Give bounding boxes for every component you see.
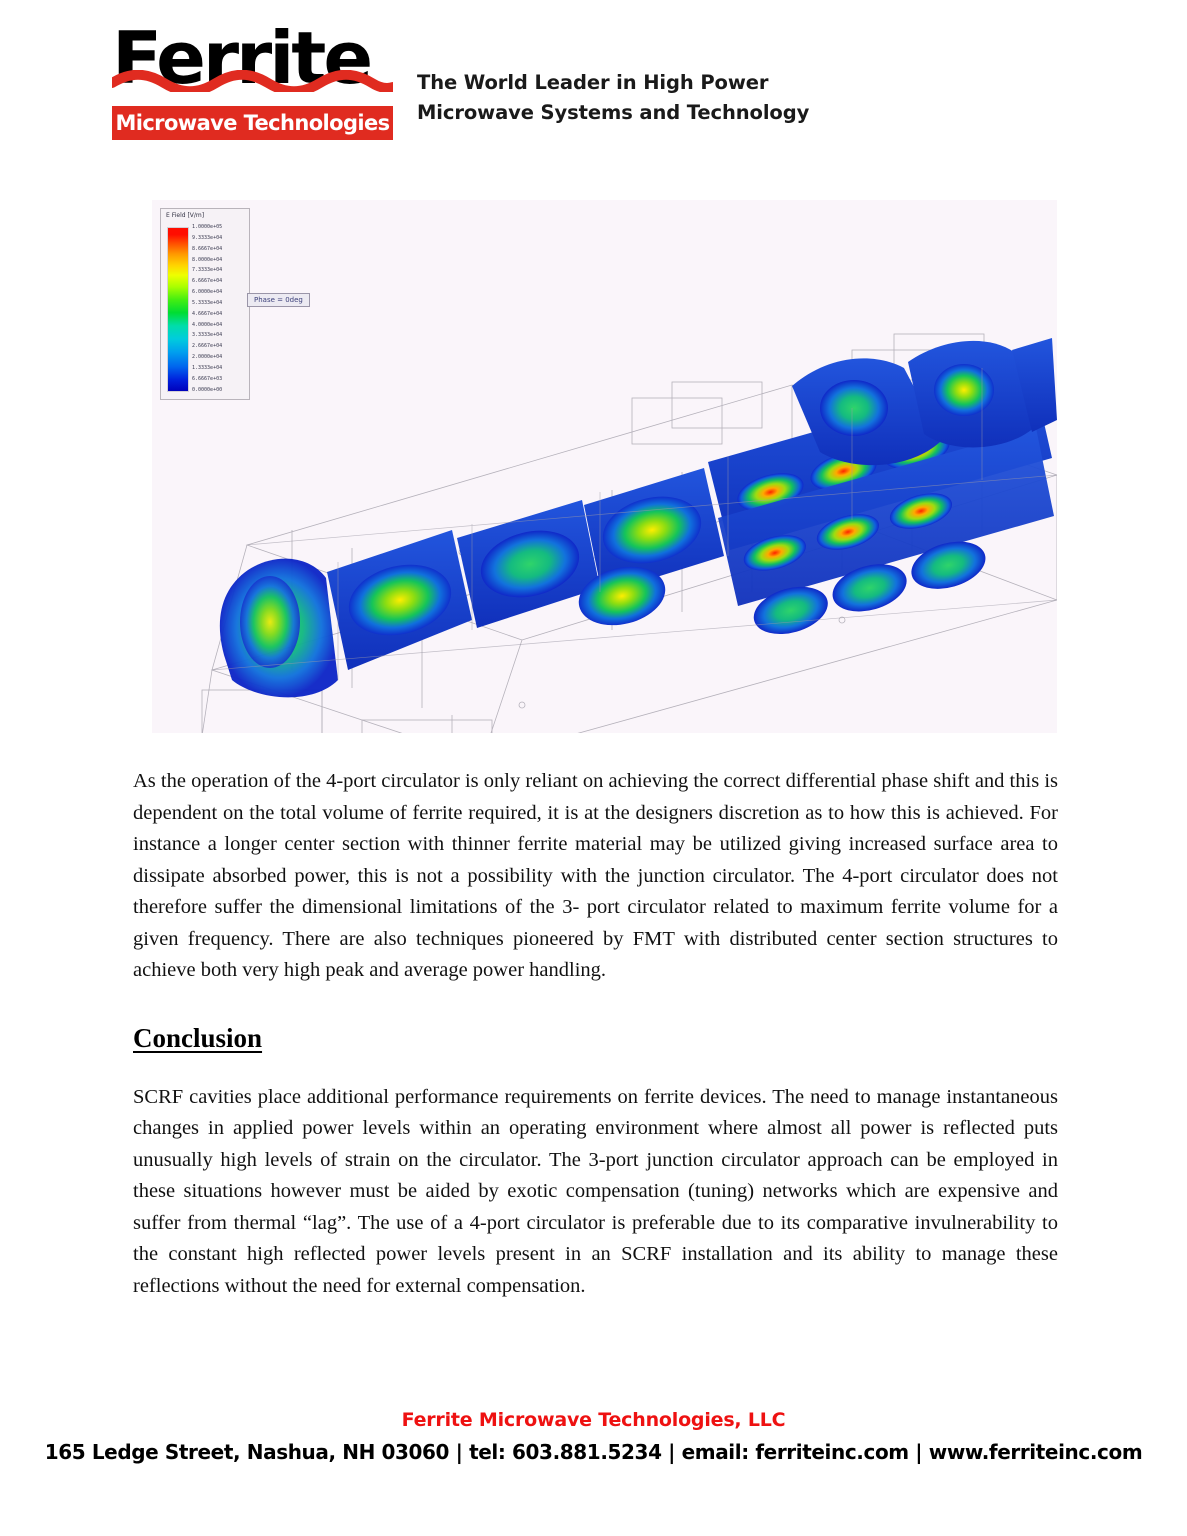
efield-simulation-figure <box>152 200 1057 733</box>
logo-subbrand-bar <box>112 106 393 140</box>
company-logo <box>112 14 393 140</box>
legend-tick: 1.3333e+04 <box>192 364 223 371</box>
legend-tick: 5.3333e+04 <box>192 299 223 306</box>
legend-tick: 3.3333e+04 <box>192 332 223 339</box>
legend-tick: 2.0000e+04 <box>192 354 223 361</box>
legend-tick: 4.0000e+04 <box>192 321 223 328</box>
page-footer <box>0 1405 1187 1469</box>
legend-tick: 7.3333e+04 <box>192 267 223 274</box>
paragraph-conclusion: SCRF cavities place additional performance requirements on ferrite devices. The need to manage instantaneous changes in applied power levels within an operating environment where almost all power is reflected puts unusually high levels of strain on the circulator. The 3-port junction circulator approach can be employed in these situations however must be aided by exotic compensation (tuning) networks which are expensive and suffer from thermal “lag”. The use of a 4-port circulator is preferable due to its comparative invulnerability to the constant high reflected power levels present in an SCRF installation and its ability to manage these reflections without the need for external compensation. <box>133 1085 1058 1297</box>
document-body <box>133 766 1058 1302</box>
logo-wordmark: Ferrite <box>112 16 371 100</box>
footer-contact-line: 165 Ledge Street, Nashua, NH 03060 | tel: 603.881.5234 | email: ferriteinc.com | www.ferriteinc.com <box>44 1440 1143 1464</box>
legend-colorbar <box>167 227 189 392</box>
company-tagline <box>417 68 809 128</box>
legend-tick: 2.6667e+04 <box>192 343 223 350</box>
legend-tick: 8.0000e+04 <box>192 256 223 263</box>
footer-company-name: Ferrite Microwave Technologies, LLC <box>401 1409 786 1431</box>
legend-tick: 6.6667e+04 <box>192 278 223 285</box>
legend-tick: 8.6667e+04 <box>192 245 223 252</box>
page-header <box>0 0 1187 165</box>
section-heading-conclusion: Conclusion <box>133 1022 263 1053</box>
legend-title: E Field [V/m] <box>166 212 205 219</box>
tagline-line-2: Microwave Systems and Technology <box>417 101 810 124</box>
phase-annotation: Phase = 0deg <box>247 293 310 307</box>
legend-tick: 4.6667e+04 <box>192 310 223 317</box>
simulation-render <box>152 200 1057 733</box>
paragraph-4port-circulator: As the operation of the 4-port circulator is only reliant on achieving the correct differential phase shift and this is dependent on the total volume of ferrite required, it is at the designers discretion as to how this is achieved. For instance a longer center section with thinner ferrite material may be utilized giving increased surface area to dissipate absorbed power, this is not a possibility with the junction circulator. The 4-port circulator does not therefore suffer the dimensional limitations of the 3- port circulator related to maximum ferrite volume for a given frequency. There are also techniques pioneered by FMT with distributed center section structures to achieve both very high peak and average power handling. <box>133 770 1058 981</box>
legend-tick: 0.0000e+00 <box>192 386 223 393</box>
efield-legend <box>160 208 250 400</box>
legend-tick-labels <box>192 225 247 393</box>
legend-tick: 9.3333e+04 <box>192 234 223 241</box>
heading-spacer <box>133 1054 1058 1082</box>
legend-tick: 1.0000e+05 <box>192 224 223 230</box>
legend-tick: 6.6667e+03 <box>192 375 223 382</box>
logo-subbrand-text: Microwave Technologies <box>115 111 390 135</box>
tagline-line-1: The World Leader in High Power <box>417 71 769 94</box>
legend-tick: 6.0000e+04 <box>192 289 223 296</box>
